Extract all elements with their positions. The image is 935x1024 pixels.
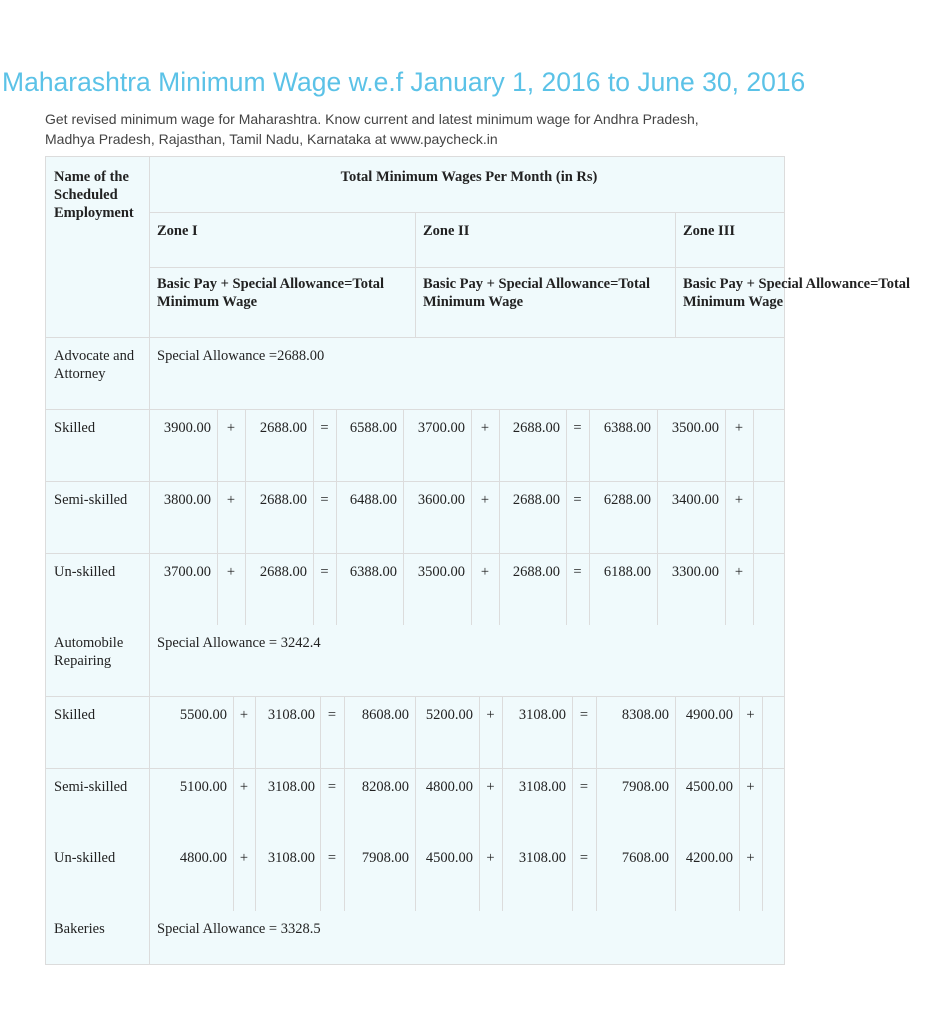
cell-value: 3108.00	[267, 779, 315, 795]
cell-value: 3300.00	[671, 564, 719, 580]
table-row	[45, 840, 785, 912]
cell-value: 5200.00	[425, 707, 473, 723]
cell-value: 3700.00	[163, 564, 211, 580]
table-row	[45, 697, 785, 769]
cell-value: 3900.00	[163, 420, 211, 436]
zone-1-header: Zone I	[157, 223, 198, 239]
employment-name: Automobile Repairing	[54, 635, 124, 669]
cell-value: +	[486, 779, 495, 795]
cell-value: +	[239, 850, 249, 866]
table-row	[45, 482, 785, 554]
cell-value: +	[480, 492, 490, 508]
cell-value: =	[573, 564, 582, 580]
cell-value: 6388.00	[603, 420, 651, 436]
zone-3-formula: Basic Pay + Special Allowance=Total Minimum Wage	[683, 276, 911, 310]
row-label: Skilled	[54, 707, 96, 723]
cell-value: 2688.00	[512, 564, 560, 580]
table-row	[45, 769, 785, 841]
table-row	[45, 410, 785, 482]
row-label: Semi-skilled	[54, 492, 128, 508]
cell-value: 5100.00	[179, 779, 227, 795]
cell-value: 7908.00	[361, 850, 409, 866]
zone-3-header: Zone III	[683, 223, 735, 239]
total-wages-header: Total Minimum Wages Per Month (in Rs)	[340, 169, 598, 185]
employment-column-header: Name of the Scheduled Employment	[54, 169, 134, 221]
cell-value: 7608.00	[621, 850, 669, 866]
special-allowance: Special Allowance = 3328.5	[157, 921, 321, 937]
cell-value: +	[746, 707, 755, 723]
cell-value: 6388.00	[349, 564, 397, 580]
cell-value: 4800.00	[179, 850, 227, 866]
cell-value: 4500.00	[685, 779, 733, 795]
cell-value: =	[579, 850, 589, 866]
row-label: Skilled	[54, 420, 96, 436]
cell-value: 2688.00	[259, 492, 307, 508]
cell-value: 4800.00	[425, 779, 473, 795]
cell-value: =	[327, 707, 337, 723]
cell-value: +	[746, 850, 755, 866]
cell-value: +	[480, 420, 490, 436]
cell-value: 7908.00	[621, 779, 669, 795]
table-header	[45, 156, 911, 338]
table-row	[45, 554, 785, 626]
cell-value: 6188.00	[603, 564, 651, 580]
zone-2-formula: Basic Pay + Special Allowance=Total Minimum Wage	[423, 276, 651, 310]
cell-value: 2688.00	[512, 492, 560, 508]
cell-value: 8608.00	[361, 707, 409, 723]
cell-value: 3500.00	[417, 564, 465, 580]
cell-value: 5500.00	[179, 707, 227, 723]
row-label: Un-skilled	[54, 564, 116, 580]
cell-value: 3108.00	[267, 850, 315, 866]
zone-2-header: Zone II	[423, 223, 470, 239]
employment-name: Bakeries	[54, 921, 105, 937]
cell-value: +	[480, 564, 490, 580]
cell-value: +	[239, 707, 249, 723]
cell-value: 3500.00	[671, 420, 719, 436]
zone-1-formula: Basic Pay + Special Allowance=Total Minimum Wage	[157, 276, 385, 310]
cell-value: +	[734, 492, 744, 508]
employment-name: Advocate and Attorney	[54, 348, 135, 382]
row-label: Un-skilled	[54, 850, 116, 866]
cell-value: 2688.00	[512, 420, 560, 436]
page-title: Maharashtra Minimum Wage w.e.f January 1, 2016 to June 30, 2016	[2, 67, 806, 97]
cell-value: +	[734, 420, 744, 436]
cell-value: 3108.00	[267, 707, 315, 723]
cell-value: =	[573, 492, 582, 508]
cell-value: +	[486, 707, 495, 723]
cell-value: 4200.00	[685, 850, 733, 866]
cell-value: +	[239, 779, 249, 795]
section-row	[45, 625, 785, 697]
cell-value: =	[573, 420, 582, 436]
cell-value: =	[320, 420, 329, 436]
cell-value: 4500.00	[425, 850, 473, 866]
cell-value: +	[226, 420, 236, 436]
cell-value: 3400.00	[671, 492, 719, 508]
cell-value: =	[579, 779, 589, 795]
intro-text: Get revised minimum wage for Maharashtra. Know current and latest minimum wage for Andhra Pradesh, Madhya Pradesh, Rajasthan, Tamil Nadu, Karnataka at www.paycheck.in	[45, 111, 699, 147]
cell-value: +	[226, 564, 236, 580]
cell-value: =	[327, 850, 337, 866]
cell-value: 8208.00	[361, 779, 409, 795]
cell-value: 6288.00	[603, 492, 651, 508]
section-row	[45, 338, 785, 410]
cell-value: =	[579, 707, 589, 723]
special-allowance: Special Allowance = 3242.4	[157, 635, 321, 651]
cell-value: 8308.00	[621, 707, 669, 723]
cell-value: 2688.00	[259, 564, 307, 580]
cell-value: 3600.00	[417, 492, 465, 508]
cell-value: 3800.00	[163, 492, 211, 508]
cell-value: 6488.00	[349, 492, 397, 508]
cell-value: +	[226, 492, 236, 508]
cell-value: +	[734, 564, 744, 580]
row-label: Semi-skilled	[54, 779, 128, 795]
cell-value: 2688.00	[259, 420, 307, 436]
special-allowance: Special Allowance =2688.00	[157, 348, 325, 364]
cell-value: 6588.00	[349, 420, 397, 436]
cell-value: 4900.00	[685, 707, 733, 723]
cell-value: 3108.00	[518, 707, 566, 723]
cell-value: =	[320, 492, 329, 508]
cell-value: =	[327, 779, 337, 795]
cell-value: 3108.00	[518, 779, 566, 795]
cell-value: +	[486, 850, 495, 866]
cell-value: =	[320, 564, 329, 580]
cell-value: +	[746, 779, 755, 795]
cell-value: 3700.00	[417, 420, 465, 436]
section-row	[45, 911, 785, 965]
cell-value: 3108.00	[518, 850, 566, 866]
